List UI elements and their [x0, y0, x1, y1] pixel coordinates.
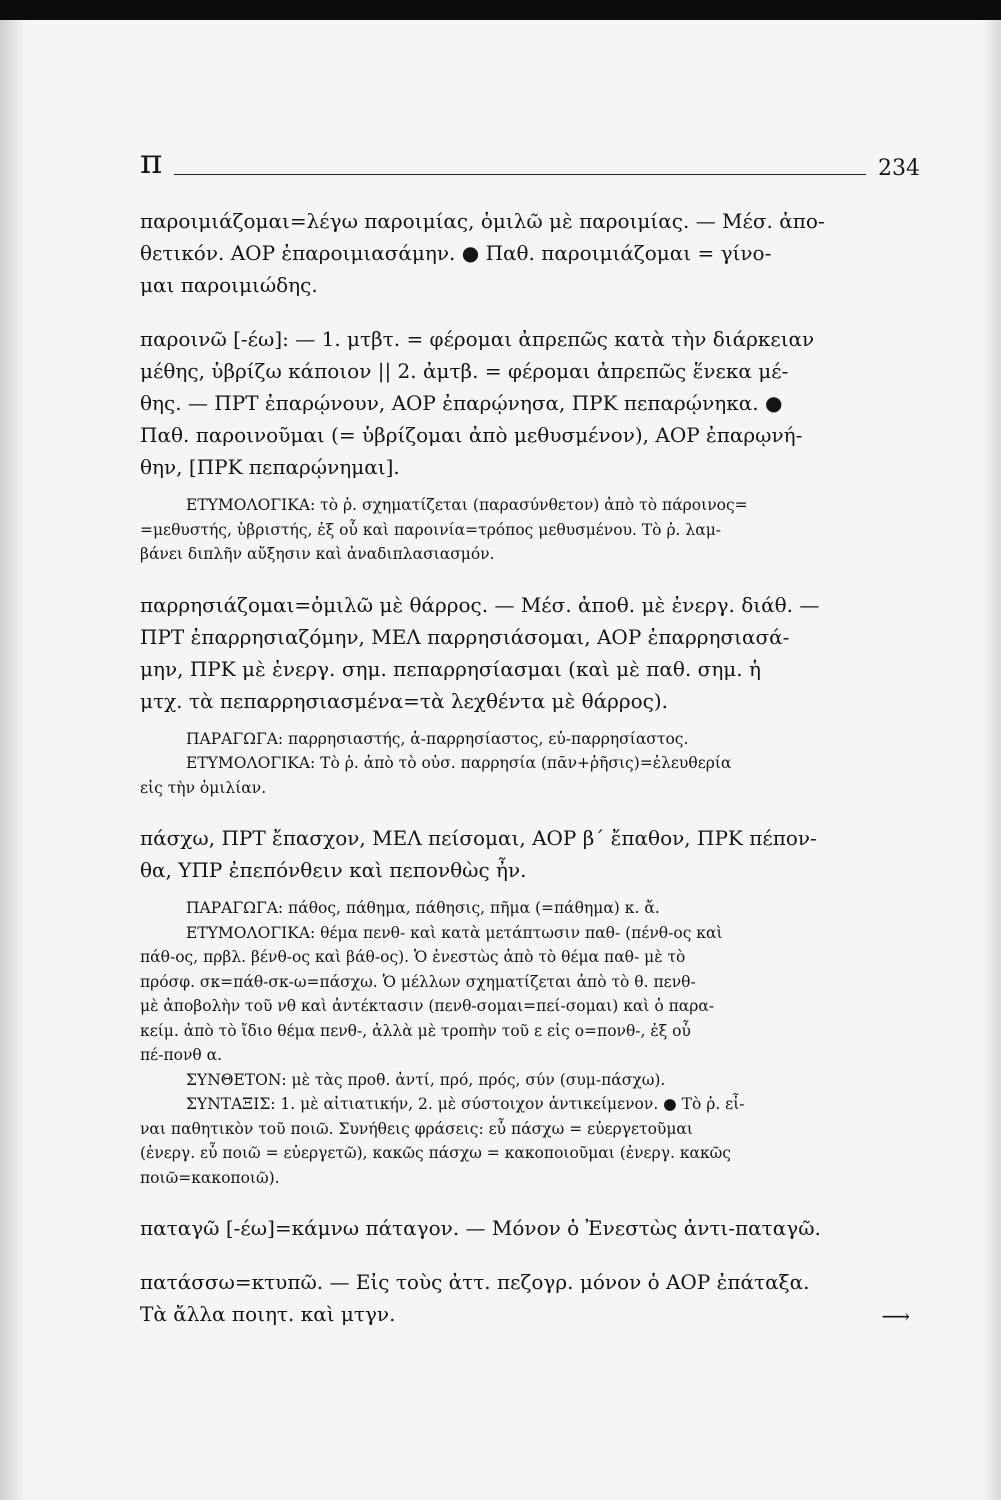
entry-parrisiazomai [140, 589, 920, 801]
subsection-line: εἰς τὴν ὁμιλίαν. [140, 778, 267, 797]
entry-line: μην, ΠΡΚ μὲ ἐνεργ. σημ. πεπαρρησίασμαι (καὶ μὲ παθ. σημ. ἡ [140, 656, 762, 681]
continuation-arrow: ⟶ [881, 1304, 910, 1328]
subsection-line: ΕΤΥΜΟΛΟΓΙΚΑ: θέμα πενθ- καὶ κατὰ μετάπτωσιν παθ- (πένθ-ος καὶ [186, 923, 723, 942]
scan-left-shadow [0, 20, 26, 1500]
subsection-line: πάθ-ος, πρβλ. βένθ-ος καὶ βάθ-ος). Ὁ ἐνεστὼς ἀπὸ τὸ θέμα παθ- μὲ τὸ [140, 948, 686, 966]
entry-line: παρρησιάζομαι=ὁμιλῶ μὲ θάρρος. — Μέσ. ἀποθ. μὲ ἐνεργ. διάθ. — [140, 592, 820, 617]
entry-line: παταγῶ [-έω]=κάμνω πάταγον. — Μόνον ὁ Ἐνεστὼς ἀντι-παταγῶ. [140, 1216, 821, 1240]
subsection-line: ΠΑΡΑΓΩΓΑ: παρρησιαστής, ἀ-παρρησίαστος, εὐ-παρρησίαστος. [186, 729, 689, 748]
subsection-line: (ἐνεργ. εὖ ποιῶ = εὐεργετῶ), κακῶς πάσχω = κακοποιοῦμαι (ἐνεργ. κακῶς [140, 1144, 731, 1162]
entry-paroino [140, 323, 920, 567]
subsection [140, 921, 920, 1068]
entry-patasso [140, 1266, 920, 1330]
dictionary-body [140, 205, 920, 1352]
subsection [140, 1092, 920, 1190]
entry-line: πάσχω, ΠΡΤ ἔπασχον, ΜΕΛ πείσομαι, ΑΟΡ β΄ ἔπαθον, ΠΡΚ πέπον- [140, 826, 817, 850]
spacer [140, 483, 920, 493]
entry-line: θετικόν. ΑΟΡ ἐπαροιμιασάμην. ● Παθ. παροιμιάζομαι = γίνο- [140, 241, 772, 265]
entry-line: μαι παροιμιώδης. [140, 273, 318, 297]
entry-line: θης. — ΠΡΤ ἐπαρῴνουν, ΑΟΡ ἐπαρῴνησα, ΠΡΚ πεπαρῴνηκα. ● [140, 391, 783, 415]
subsection-line: ΕΤΥΜΟΛΟΓΙΚΑ: Τὸ ῥ. ἀπὸ τὸ οὐσ. παρρησία (πᾶν+ῥῆσις)=ἐλευθερία [186, 754, 732, 772]
entry-line: θην, [ΠΡΚ πεπαρῴνημαι]. [140, 455, 400, 479]
subsection [140, 1068, 920, 1093]
subsection-line: ΕΤΥΜΟΛΟΓΙΚΑ: τὸ ῥ. σχηματίζεται (παρασύνθετον) ἀπὸ τὸ πάροινος= [186, 496, 748, 514]
section-letter: π [140, 142, 163, 182]
subsection [140, 727, 920, 752]
subsection-line: ΣΥΝΤΑΞΙΣ: 1. μὲ αἰτιατικήν, 2. μὲ σύστοιχον ἀντικείμενον. ● Τὸ ῥ. εἶ- [186, 1095, 745, 1113]
scan-right-shadow [983, 20, 1001, 1500]
spacer [140, 717, 920, 727]
entry-line: μτχ. τὰ πεπαρρησιασμένα=τὰ λεχθέντα μὲ θάρρος). [140, 688, 669, 713]
entry-line: πατάσσω=κτυπῶ. — Εἰς τοὺς ἀττ. πεζογρ. μόνον ὁ ΑΟΡ ἐπάταξα. [140, 1270, 810, 1294]
entry-paroimiazomai [140, 205, 920, 301]
subsection [140, 493, 920, 567]
entry-pascho [140, 822, 920, 1190]
subsection-line: ΣΥΝΘΕΤΟΝ: μὲ τὰς προθ. ἀντί, πρό, πρός, σύν (συμ-πάσχω). [186, 1070, 666, 1089]
entry-patago [140, 1212, 920, 1244]
subsection-line: κείμ. ἀπὸ τὸ ἴδιο θέμα πενθ-, ἀλλὰ μὲ τροπὴν τοῦ ε εἰς ο=πονθ-, ἐξ οὗ [140, 1021, 691, 1040]
subsection-line: πέ-πονθ α. [140, 1046, 223, 1064]
subsection-line: μὲ ἀποβολὴν τοῦ νθ καὶ ἀντέκτασιν (πενθ-σομαι=πεί-σομαι) καὶ ὁ παρα- [140, 997, 715, 1015]
entry-line: παροινῶ [-έω]: — 1. μτβτ. = φέρομαι ἀπρεπῶς κατὰ τὴν διάρκειαν [140, 327, 815, 351]
entry-line: ΠΡΤ ἐπαρρησιαζόμην, ΜΕΛ παρρησιάσομαι, ΑΟΡ ἐπαρρησιασά- [140, 624, 790, 649]
entry-line: Τὰ ἄλλα ποιητ. καὶ μτγν. [140, 1302, 396, 1326]
spacer [140, 886, 920, 896]
entry-line: μέθης, ὑβρίζω κάποιον || 2. ἀμτβ. = φέρομαι ἀπρεπῶς ἕνεκα μέ- [140, 359, 789, 383]
page-header [140, 142, 920, 186]
entry-line: θα, ΥΠΡ ἐπεπόνθειν καὶ πεπονθὼς ἦν. [140, 858, 527, 882]
subsection-line: πρόσφ. σκ=πάθ-σκ-ω=πάσχω. Ὁ μέλλων σχηματίζεται ἀπὸ τὸ θ. πενθ- [140, 972, 696, 991]
subsection [140, 751, 920, 800]
scan-top-band [0, 0, 1001, 20]
page-number: 234 [878, 156, 920, 181]
subsection-line: ποιῶ=κακοποιῶ). [140, 1168, 280, 1187]
entry-line: Παθ. παροινοῦμαι (= ὑβρίζομαι ἀπὸ μεθυσμένον), ΑΟΡ ἐπαρῳνή- [140, 423, 803, 447]
subsection [140, 896, 920, 921]
subsection-line: βάνει διπλῆν αὔξησιν καὶ ἀναδιπλασιασμόν. [140, 545, 495, 563]
subsection-line: ΠΑΡΑΓΩΓΑ: πάθος, πάθημα, πάθησις, πῆμα (=πάθημα) κ. ἄ. [186, 899, 660, 917]
header-rule [174, 174, 866, 175]
subsection-line: =μεθυστής, ὑβριστής, ἐξ οὗ καὶ παροινία=τρόπος μεθυσμένου. Τὸ ῥ. λαμ- [140, 520, 722, 539]
entry-line: παροιμιάζομαι=λέγω παροιμίας, ὁμιλῶ μὲ παροιμίας. — Μέσ. ἀπο- [140, 209, 825, 233]
subsection-line: ναι παθητικὸν τοῦ ποιῶ. Συνήθεις φράσεις: εὖ πάσχω = εὐεργετοῦμαι [140, 1119, 693, 1138]
